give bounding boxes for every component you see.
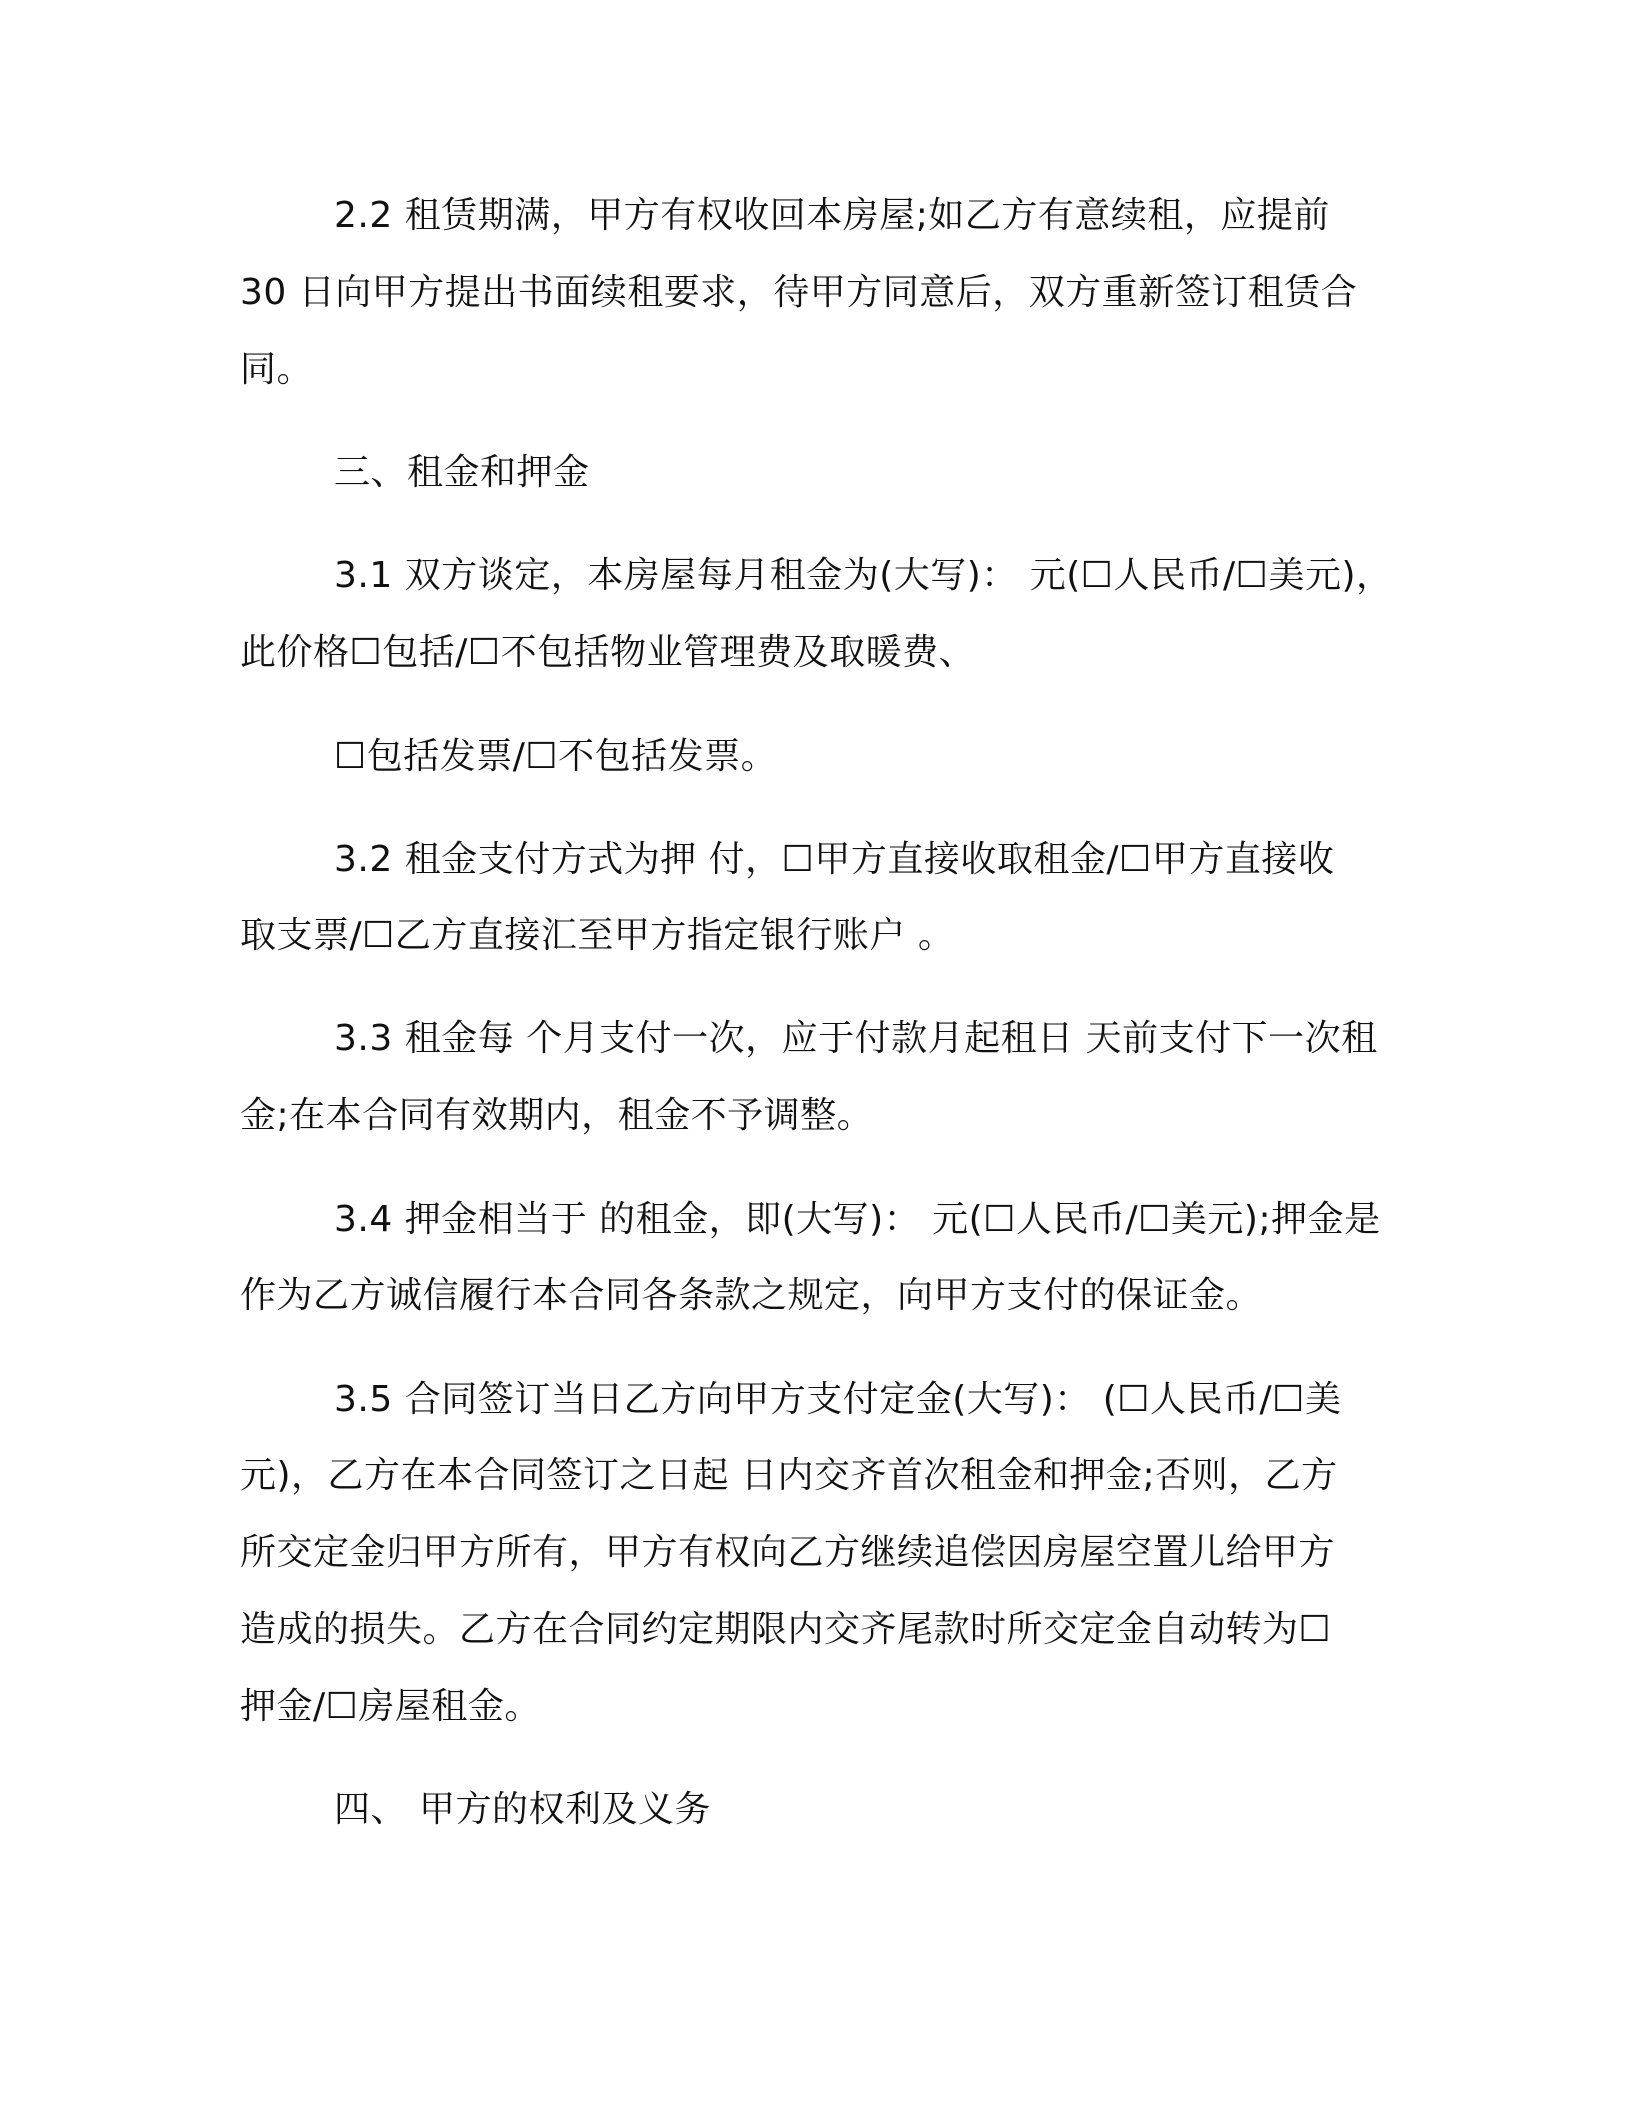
clause-3-5-line-3: 所交定金归甲方所有，甲方有权向乙方继续追偿因房屋空置儿给甲方 <box>240 1532 1336 1573</box>
clause-3-1-line-1: 3.1 双方谈定，本房屋每月租金为(大写)： 元(☐人民币/☐美元)， <box>334 555 1393 596</box>
clause-3-4-line-1: 3.4 押金相当于 的租金，即(大写)： 元(☐人民币/☐美元);押金是 <box>334 1199 1381 1240</box>
clause-2-2-line-3: 同。 <box>240 349 314 390</box>
clause-3-5-line-2: 元)，乙方在本合同签订之日起 日内交齐首次租金和押金;否则，乙方 <box>240 1455 1338 1496</box>
section-4-heading: 四、 甲方的权利及义务 <box>334 1789 711 1830</box>
section-3-heading: 三、租金和押金 <box>334 452 590 493</box>
clause-2-2-line-2: 30 日向甲方提出书面续租要求，待甲方同意后，双方重新签订租赁合 <box>240 272 1358 313</box>
clause-3-3-line-2: 金;在本合同有效期内，租金不予调整。 <box>240 1095 874 1136</box>
clause-3-2-line-1: 3.2 租金支付方式为押 付，☐甲方直接收取租金/☐甲方直接收 <box>334 839 1335 880</box>
clause-3-3-line-1: 3.3 租金每 个月支付一次，应于付款月起租日 天前支付下一次租 <box>334 1018 1378 1059</box>
clause-3-5-line-5: 押金/☐房屋租金。 <box>240 1686 541 1727</box>
clause-2-2-line-1: 2.2 租赁期满，甲方有权收回本房屋;如乙方有意续租，应提前 <box>334 195 1330 236</box>
clause-3-4-line-2: 作为乙方诚信履行本合同各条款之规定，向甲方支付的保证金。 <box>240 1275 1263 1316</box>
clause-3-5-line-1: 3.5 合同签订当日乙方向甲方支付定金(大写)： (☐人民币/☐美 <box>334 1379 1342 1420</box>
clause-3-5-line-4: 造成的损失。乙方在合同约定期限内交齐尾款时所交定金自动转为☐ <box>240 1609 1332 1650</box>
clause-3-1-line-3: ☐包括发票/☐不包括发票。 <box>334 736 778 777</box>
clause-3-2-line-2: 取支票/☐乙方直接汇至甲方指定银行账户 。 <box>240 915 955 956</box>
clause-3-1-line-2: 此价格☐包括/☐不包括物业管理费及取暖费、 <box>240 632 976 673</box>
